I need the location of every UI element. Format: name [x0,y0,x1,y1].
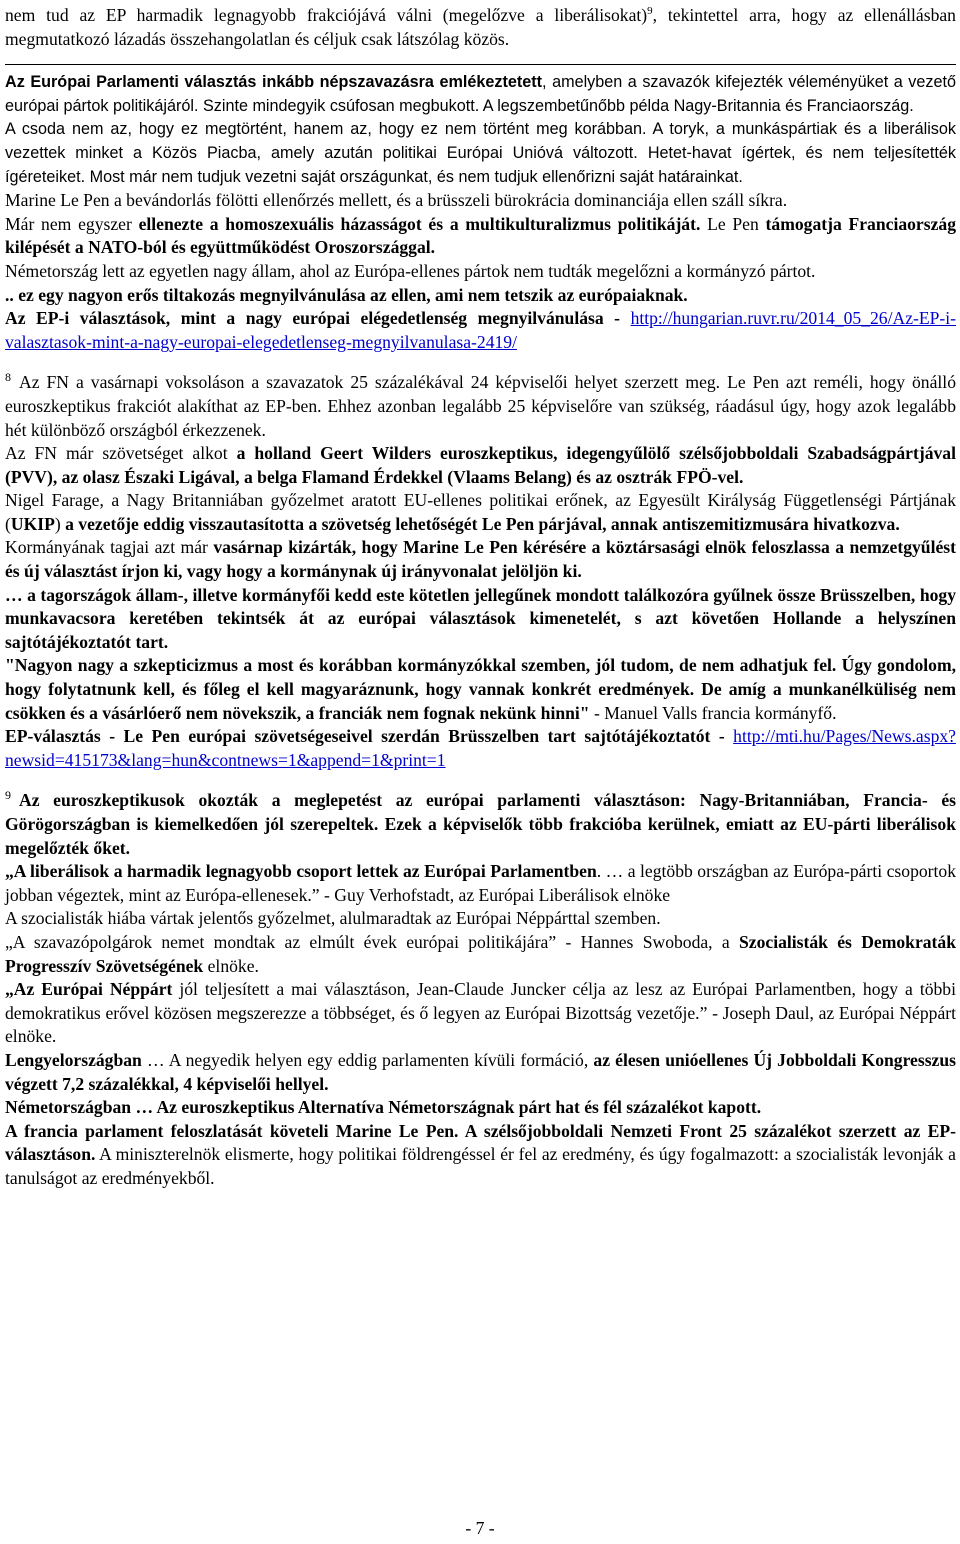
text: elnöke. [203,955,259,976]
footnote-paragraph [5,118,956,189]
footnote-paragraph [5,860,956,907]
text: Az FN már szövetséget alkot [5,443,237,464]
bold-text: Az EP-i választások, mint a nagy európai elégedetlenség megnyilvánulása - [5,308,631,329]
bold-text: A francia parlament feloszlatását követeli Marine Le Pen. A szélsőjobboldali Nemzeti Front 25 százalékot szerzett az EP-választáson. [5,1120,956,1165]
bold-text: … a tagországok állam-, illetve kormányfői kedd este kötetlen jellegűnek mondott találkozóra gyűlnek össze Brüsszelben, hogy munkavacsora keretében tekintsék át az európai választások kimenetelét, s azt követően Hollande a helyszínen sajtótájékoztatót tart. [5,584,956,652]
text: Hetet-havat ígértek, és nem teljesítették ígéreteiket. [5,143,957,186]
footnote-paragraph [5,907,956,931]
document-page [5,4,956,1191]
text: jól teljesített a mai választáson, Jean-Claude Juncker célja az lesz az Európai Parlamentben, hogy a többi demokratikus erővel közösen megszerezze a többséget, és ő legyen az Európai Bizottság vezetője.” - Joseph Daul, az Európai Néppárt elnöke. [5,979,956,1047]
bold-text: a vezetője eddig visszautasította a szövetség lehetőségét Le Pen párjával, annak antiszemitizmusára hivatkozva. [65,513,900,534]
text: … A negyedik helyen egy eddig parlamenten kívüli formáció, [141,1049,594,1070]
bold-text: .. ez egy nagyon erős tiltakozás megnyilvánulása az ellen, ami nem tetszik az európaiaknak. [5,284,688,305]
footnote-paragraph [5,536,956,583]
text: Az FN a vasárnapi voksoláson a szavazatok 25 százalékával 24 képviselői helyet szerzett meg. Le Pen azt reméli, hogy önálló euroszkeptikus frakciót alakíthat az EP-ben. Ehhez azonban legalább 25 képviselőre van szükség, ráadásul úgy, hogy azok legalább hét különböző országból érkezzenek. [5,372,956,440]
footnote-paragraph [5,978,956,1049]
bold-text: „A liberálisok a harmadik legnagyobb csoport lettek az Európai Parlamentben [5,861,597,882]
source-link[interactable]: http://hungarian.ruvr.ru/2014_05_26/Az-EP-i-valasztasok-mint-a-nagy-europai-elegedetlenseg-megnyilvanulasa-2419/ [5,308,956,352]
footnote-paragraph [5,1049,956,1096]
bold-text: Szocialisták és Demokraták Progresszív Szövetségének [5,931,957,976]
bold-text: „Az Európai Néppárt [5,979,173,1000]
footnote-paragraph [5,489,956,536]
bold-text: Az Európai Parlamenti választás inkább népszavazásra emlékeztetett [5,73,543,92]
text: Kormányának tagjai azt már [5,537,214,558]
bold-text: a holland Geert Wilders euroszkeptikus, idegengyűlölő szélsőjobboldali Szabadságpártjával (PVV), az olasz Északi Ligával, a belga Flamand Érdekkel (Vlaams Belang) és az osztrák FPÖ-vel. [5,443,956,487]
bold-text: Németországban … Az euroszkeptikus Alternatíva Németországnak párt hat és fél százalékot kapott. [5,1097,762,1118]
footnote-paragraph [5,584,956,655]
text: A miniszterelnök elismerte, hogy politikai földrengéssel ér fel az eredmény, és úgy fogalmazott: a szocialisták levonják a tanulságot az eredményekből. [5,1144,956,1188]
bold-text: Lengyelországban [5,1049,142,1070]
footnote-number: 9 [5,788,11,803]
footnote-paragraph [5,725,956,772]
text: „A szavazópolgárok nemet mondtak az elmúlt évek európai politikájára” - Hannes Swoboda, a [5,931,739,952]
text: A csoda nem az, hogy ez megtörtént, hanem az, hogy ez nem történt meg korábban. [5,120,647,139]
footnote-7-block [5,71,956,354]
footnote-paragraph [5,931,956,978]
source-link[interactable]: http://mti.hu/Pages/News.aspx?newsid=415173&lang=hun&contnews=1&append=1&print=1 [5,726,956,770]
spacer [5,354,956,366]
body-text: nem tud az EP harmadik legnagyobb frakciójává válni (megelőzve a liberálisokat) [5,5,648,25]
footnote-paragraph [5,307,956,354]
bold-text: vasárnap kizárták, hogy Marine Le Pen kérésére a köztársasági elnök feloszlassa a nemzetgyűlést és új választást írjon ki, vagy hogy a kormánynak új irányvonalat jelöljön ki. [5,537,956,582]
bold-text: az élesen unióellenes Új Jobboldali Kongresszus végzett 7,2 százalékkal, 4 képviselői hellyel. [5,1049,957,1094]
footnote-paragraph [5,260,956,284]
footnote-paragraph [5,71,956,118]
footnote-number: 8 [5,370,11,385]
footnote-paragraph [5,1120,956,1191]
footnote-paragraph [5,1096,956,1120]
footnote-paragraph [5,189,956,213]
text: Most már nem tudjuk vezetni saját országunkat, és nem tudjuk ellenőrizni saját határainkat. [85,167,743,186]
bold-text: támogatja Franciaország kilépését a NATO-ból és együttműködést Oroszországgal. [5,213,956,258]
footnote-paragraph [5,213,956,260]
footnote-8-block [5,366,956,772]
text: ) [54,513,66,534]
footnote-9-block [5,784,956,1190]
footnote-separator [5,64,956,65]
page-number: - 7 - [465,1518,495,1538]
footnote-paragraph [5,784,956,860]
footnote-paragraph [5,284,956,308]
bold-text: EP-választás - Le Pen európai szövetségeseivel szerdán Brüsszelben tart sajtótájékoztatót - [5,726,734,747]
text: A szocialisták hiába vártak jelentős győzelmet, alulmaradtak az Európai Néppárttal szemben. [5,908,661,929]
text: Le Pen [700,213,766,234]
text: A toryk, a munkáspártiak és a liberálisok vezettek minket a Közös Piacba, amely azután politikai Európai Unióvá változott. [5,120,956,162]
bold-text: UKIP [10,513,55,534]
footnote-reference[interactable]: 9 [647,5,653,18]
text: - Manuel Valls francia kormányfő. [589,702,837,723]
body-paragraph [5,4,956,51]
bold-text: Az euroszkeptikusok okozták a meglepetést az európai parlamenti választáson: Nagy-Britanniában, Francia- és Görögországban is kiemelkedően jól szerepeltek. Ezek a képviselők több frakcióba kerülnek, emiatt az EU-párti liberálisok megelőzték őket. [5,790,956,858]
text: Németország lett az egyetlen nagy állam, ahol az Európa-ellenes pártok nem tudták megelőzni a kormányzó pártot. [5,260,816,281]
text: Marine Le Pen a bevándorlás fölötti ellenőrzés mellett, és a brüsszeli bürokrácia dominanciája ellen száll síkra. [5,190,788,211]
text: , amelyben a szavazók kifejezték véleményüket a vezető európai pártok politikájáról. Szinte mindegyik csúfosan megbukott. A legszembetűnőbb példa Nagy-Britannia és Franciaország. [5,73,957,115]
text: . … a legtöbb országban az Európa-párti csoportok jobban végeztek, mint az Európa-ellenesek.” - Guy Verhofstadt, az Európai Liberálisok elnöke [5,861,956,905]
body-text: , tekintettel arra, hogy az ellenállásban megmutatkozó lázadás összehangolatlan és céljuk csak látszólag közös. [5,5,956,49]
bold-text: "Nagyon nagy a szkepticizmus a most és korábban kormányzókkal szemben, jól tudom, de nem adhatjuk fel. Úgy gondolom, hogy folytatnunk kell, és főleg el kell magyaráznunk, hogy vannak konkrét eredmények. De amíg a munkanélküliség nem csökken és a vásárlóerő nem növekszik, a franciák nem fognak nekünk hinni" [5,655,956,723]
text: Nigel Farage, a Nagy Britanniában győzelmet aratott EU-ellenes politikai erőnek, az Egyesült Királyság Függetlenségi Pártjának ( [5,490,956,534]
spacer [5,772,956,784]
footnote-paragraph [5,366,956,442]
footnote-paragraph [5,442,956,489]
footnote-paragraph [5,654,956,725]
bold-text: ellenezte a homoszexuális házasságot és a multikulturalizmus politikáját. [138,213,701,234]
text: Már nem egyszer [5,213,139,234]
